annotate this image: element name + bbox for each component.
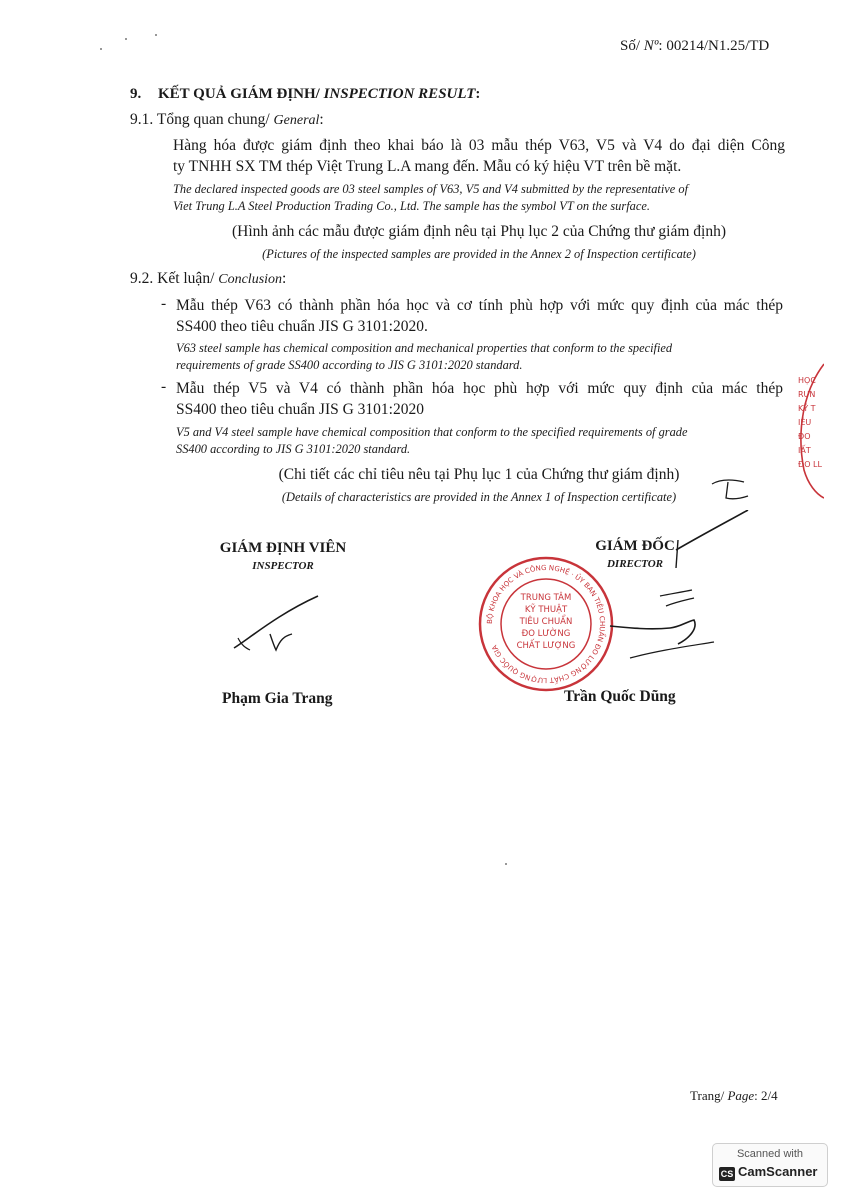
scan-speck [125,38,127,40]
general-body-en-line: Viet Trung L.A Steel Production Trading Co., Ltd. The sample has the symbol VT on the surface. [173,199,650,213]
director-signature [590,510,750,670]
camscanner-brand [719,1164,817,1181]
margin-seal-line: RUN [798,390,816,399]
subsection-title-en: General [273,113,320,128]
conclusion-item-vi [176,378,783,420]
margin-seal-line: ĐO [798,432,811,441]
general-body-vi [173,135,785,177]
inspector-subtitle: INSPECTOR [252,560,314,572]
subsection-general-heading [130,111,324,129]
conclusion-item-vi-line: SS400 theo tiêu chuẩn JIS G 3101:2020 [176,401,424,418]
margin-seal-fragment [790,360,824,500]
section-title-vi: KẾT QUẢ GIÁM ĐỊNH/ [158,86,320,102]
director-name: Trần Quốc Dũng [564,688,676,705]
general-body-vi-line: Hàng hóa được giám định theo khai báo là 03 mẫu thép V63, V5 và V4 do đại diện Công [173,137,785,154]
conclusion-item-vi-line: Mẫu thép V5 và V4 có thành phần hóa học phù hợp với mức quy định của mác thép [176,380,783,397]
conclusion-item-en [176,424,783,458]
document-number [620,38,769,55]
section-number: 9. [130,86,142,102]
conclusion-item-en-line: V5 and V4 steel sample have chemical composition that conform to the specified requirements of grade [176,425,688,439]
initial-mark [708,476,752,504]
conclusion-item-vi-line: Mẫu thép V63 có thành phần hóa học và cơ tính phù hợp với mức quy định của mác thép [176,297,783,314]
subsection-title-vi: Tổng quan chung/ [156,111,270,128]
margin-seal-line: IÊU [798,418,812,427]
seal-ring-text: BỘ KHOA HỌC VÀ CÔNG NGHỆ · ỦY BAN TIÊU CHUẨN ĐO LƯỜNG CHẤT LƯỢNG QUỐC GIA [485,563,607,685]
margin-seal-line: ĐO LL [798,460,822,469]
doc-number-value: : 00214/N1.25/TD [658,38,770,54]
margin-seal-line: IẤT [798,446,811,455]
page-value: : 2/4 [754,1088,778,1103]
subsection-conclusion-heading [130,270,286,288]
scan-speck [505,863,507,865]
section-title-colon: : [475,86,481,102]
margin-seal-line: KỸ T [798,404,816,413]
doc-number-label-vi: Số/ [620,38,641,54]
subsection-title-en: Conclusion [218,272,283,287]
subsection-title-vi: Kết luận/ [157,270,215,287]
seal-center-line: CHẤT LƯỢNG [516,641,576,651]
conclusion-item-en [176,340,783,374]
director-title: GIÁM ĐỐC [595,538,675,554]
conclusion-annex-en: (Details of characteristics are provided in the Annex 1 of Inspection certificate) [281,490,677,504]
page-number [690,1088,778,1104]
seal-center-line: ĐO LƯỜNG [521,629,571,639]
conclusion-annex-vi: (Chi tiết các chỉ tiêu nêu tại Phụ lục 1 của Chứng thư giám định) [278,466,680,483]
general-body-en [173,181,785,215]
list-item-dash: - [161,378,167,395]
seal-center-line: TRUNG TÂM [520,593,572,603]
scan-speck [100,48,102,50]
margin-seal-line: HỌC [798,376,816,385]
scan-speck [155,34,157,36]
section-title-en: INSPECTION RESULT [323,86,476,102]
camscanner-name: CamScanner [738,1164,818,1179]
general-annex-en: (Pictures of the inspected samples are provided in the Annex 2 of Inspection certificate) [262,247,696,261]
camscanner-logo-icon: CS [720,1169,734,1179]
conclusion-item-en-line: SS400 according to JIS G 3101:2020 standard. [176,442,411,456]
conclusion-item-vi-line: SS400 theo tiêu chuẩn JIS G 3101:2020. [176,318,428,335]
conclusion-item-en-line: requirements of grade SS400 according to JIS G 3101:2020 standard. [176,358,523,372]
conclusion-item-vi [176,295,783,337]
subsection-number: 9.1. [130,111,154,128]
subsection-title-colon: : [319,111,324,128]
director-subtitle: DIRECTOR [606,558,664,570]
general-body-en-line: The declared inspected goods are 03 steel samples of V63, V5 and V4 submitted by the representative of [173,182,689,196]
page-label-en: Page [727,1088,755,1103]
seal-center-line: TIÊU CHUẨN [519,617,573,627]
general-body-vi-line: ty TNHH SX TM thép Việt Trung L.A mang đến. Mẫu có ký hiệu VT trên bề mặt. [173,158,682,175]
doc-number-label-en: Nº [643,38,659,54]
camscanner-caption: Scanned with [736,1148,804,1160]
conclusion-item-en-line: V63 steel sample has chemical composition and mechanical properties that conform to the specified [176,341,673,355]
inspector-title: GIÁM ĐỊNH VIÊN [219,540,347,556]
list-item-dash: - [161,295,167,312]
page-label-vi: Trang/ [690,1088,725,1103]
seal-center-line: KỸ THUẬT [524,605,568,615]
subsection-number: 9.2. [130,270,154,287]
section-heading [130,86,480,103]
inspector-signature [220,590,330,660]
inspector-name: Phạm Gia Trang [222,690,333,707]
general-annex-vi: (Hình ảnh các mẫu được giám định nêu tại Phụ lục 2 của Chứng thư giám định) [232,223,726,240]
subsection-title-colon: : [282,270,287,287]
camscanner-badge [712,1143,828,1187]
